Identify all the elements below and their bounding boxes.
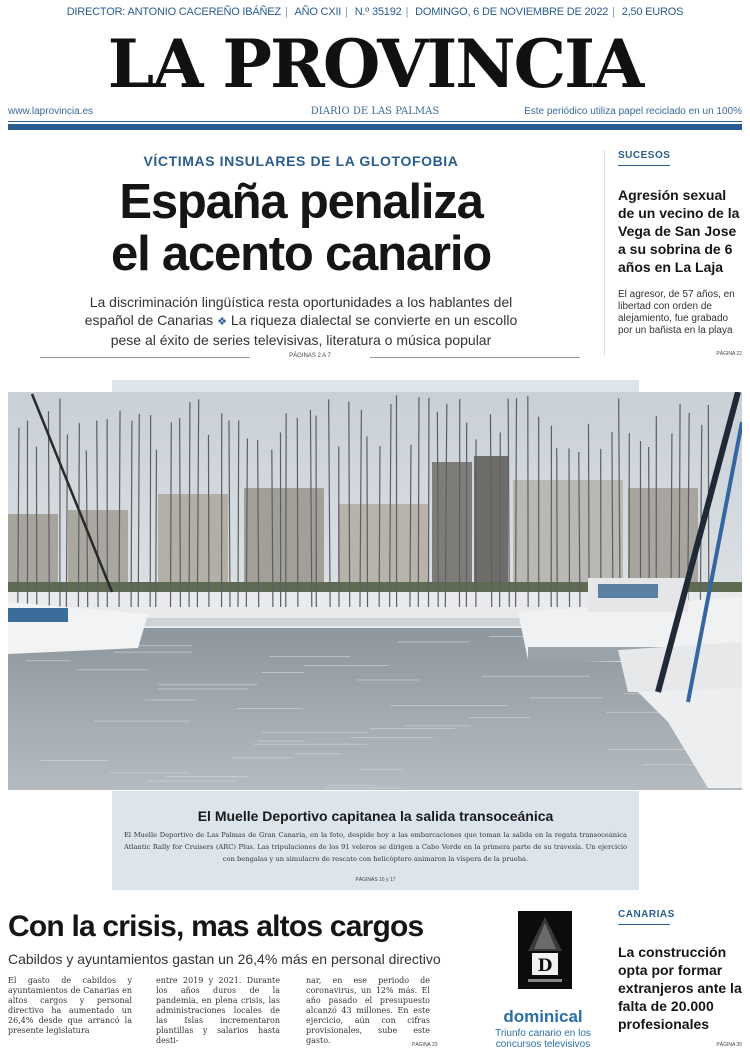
year-text: AÑO CXII — [294, 6, 342, 18]
marina-photo — [8, 392, 742, 790]
mast-line — [500, 432, 501, 607]
crisis-headline[interactable]: Con la crisis, mas altos cargos — [8, 910, 424, 943]
lead-pages[interactable]: PÁGINAS 2 A 7 — [289, 353, 331, 359]
lead-deck — [70, 293, 532, 349]
mast-line — [189, 402, 190, 607]
crisis-col-1: El gasto de cabildos y ayuntamientos de Canarias en altos cargos y personal directivo ha aumentado un 26,4% desde que arrancó la presente legislatura — [8, 976, 132, 1035]
masthead-subline — [8, 106, 742, 120]
price-text: 2,50 EUROS — [621, 6, 684, 18]
sucesos-body: El agresor, de 57 años, en libertad con orden de alejamiento, fue grabado por un bañista en la playa — [618, 289, 735, 336]
masthead-rule-thick — [8, 124, 742, 130]
sucesos-rule — [618, 165, 670, 166]
marina-illustration — [8, 392, 742, 790]
mast-line — [180, 418, 181, 607]
mast-line — [131, 421, 132, 607]
pageref-line-right — [370, 357, 580, 358]
caption-pages[interactable]: PÁGINAS 16 y 17 — [355, 877, 396, 883]
mast-line — [569, 448, 570, 607]
lead-kicker: VÍCTIMAS INSULARES DE LA GLOTOFOBIA — [143, 153, 459, 169]
date-text: DOMINGO, 6 DE NOVIEMBRE DE 2022 — [415, 6, 609, 18]
lead-pageref — [40, 352, 580, 362]
issue-number: N.º 35192 — [354, 6, 402, 18]
mast-line — [418, 397, 419, 607]
masthead-title: LA PROVINCIA — [107, 25, 643, 103]
lead-headline-line-2: el acento canario — [111, 227, 491, 281]
canarias-label: CANARIAS — [618, 909, 675, 920]
lead-deck-line-2 — [70, 311, 532, 331]
sucesos-page[interactable]: PÁGINA 22 — [716, 351, 742, 357]
mast-line — [367, 436, 368, 607]
masthead-subtitle: DIARIO DE LAS PALMAS — [310, 106, 440, 117]
director-text: DIRECTOR: ANTONIO CACEREÑO IBÁÑEZ — [66, 6, 281, 18]
lead-deck-line-3: pese al éxito de series televisivas, literatura o música popular — [110, 332, 492, 348]
mast-line — [171, 422, 172, 607]
dominical-cover-art — [518, 911, 572, 989]
caption-title[interactable]: El Muelle Deportivo capitanea la salida transoceánica — [197, 808, 554, 824]
lead-deck-line-2b: La riqueza dialectal se convierte en un escollo — [230, 312, 518, 328]
canarias-headline[interactable]: La construcción opta por formar extranjeros ante la falta de 20.000 profesionales — [618, 944, 742, 1032]
column-divider — [604, 150, 605, 356]
dominical-cover-letter: D — [537, 956, 553, 976]
mast-line — [238, 420, 239, 607]
canarias-rule — [618, 924, 670, 925]
info-bar: DIRECTOR: ANTONIO CACEREÑO IBÁÑEZ | AÑO CXII | N.º 35192 | DOMINGO, 6 DE NOVIEMBRE DE 2022 | 2,50 EUROS — [0, 6, 750, 18]
dominical-title[interactable]: dominical — [503, 1007, 583, 1026]
caption-body: El Muelle Deportivo de Las Palmas de Gran Canaria, en la foto, despide hoy a las embarcaciones que toman la salida en la regata transoceánica Atlantic Rally for Cruisers (ARC) Plus. Las tripulaciones de los 91 veleros se dirigen a Cabo Verde en la primera parte de su travesía. Un ejercicio con bengalas y un simulacro de rescate con helicóptero animaron la víspera de la prueba. — [124, 831, 627, 863]
dominical-subtitle: Triunfo canario en los concursos televisivos — [495, 1028, 591, 1050]
lead-headline[interactable] — [8, 176, 594, 280]
lead-headline-line-1: España penaliza — [119, 175, 483, 229]
mast-line — [48, 411, 49, 607]
recycled-note: Este periódico utiliza papel reciclado en un 100% — [524, 106, 742, 117]
masthead-rule-thin — [8, 121, 742, 122]
crisis-col-2: entre 2019 y 2021. Durante los años duros de la pandemia, en plena crisis, las administraciones locales de las Islas incrementaron plantillas y salarios hasta desti- — [156, 976, 280, 1045]
website-link[interactable]: www.laprovincia.es — [8, 106, 94, 117]
sucesos-label: SUCESOS — [618, 150, 671, 161]
lead-deck-line-1: La discriminación lingüística resta oportunidades a los hablantes del — [89, 294, 513, 310]
mast-line — [156, 450, 157, 607]
sucesos-headline[interactable]: Agresión sexual de un vecino de la Vega de San Jose a su sobrina de 6 años en La Laja — [618, 187, 740, 275]
mast-line — [379, 446, 380, 607]
canarias-page[interactable]: PÁGINA 35 — [716, 1042, 742, 1048]
crisis-page[interactable]: PÁGINA 23 — [412, 1042, 438, 1048]
crisis-col-3: nar, en ese periodo de coronavirus, un 12% más. El año pasado el presupuesto alcanzó 43 millones. En este ejercicio, aún con cifras provisionales, sube este gasto. — [306, 976, 430, 1045]
lead-deck-line-2a: español de Canarias — [84, 312, 214, 328]
crisis-deck: Cabildos y ayuntamientos gastan un 26,4% más en personal directivo — [8, 951, 441, 967]
mast-line — [297, 418, 298, 607]
dominical-cover[interactable] — [518, 911, 572, 989]
diamond-icon: ❖ — [217, 316, 227, 328]
